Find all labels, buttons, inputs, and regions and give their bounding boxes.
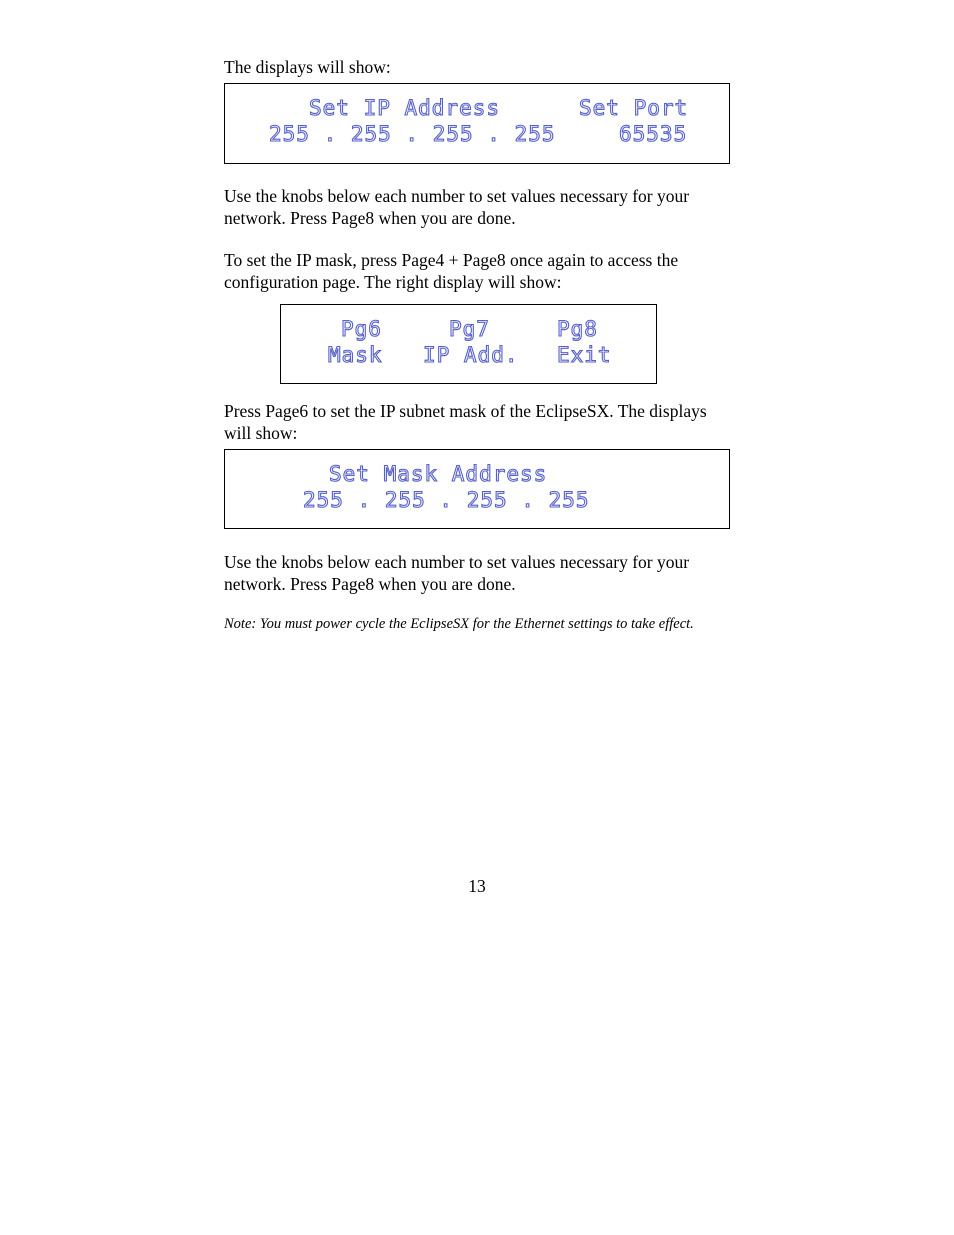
display-ip-title: Set IP Address bbox=[309, 96, 501, 120]
paragraph-knobs-mask: Use the knobs below each number to set values necessary for your network. Press Page8 when you are done. bbox=[224, 552, 690, 594]
display-mask-label: Mask bbox=[328, 343, 383, 367]
display-port-title: Set Port bbox=[579, 96, 689, 120]
display-ip-value: 255 . 255 . 255 . 255 bbox=[269, 122, 556, 146]
display-ip-port bbox=[224, 83, 730, 164]
paragraph-knobs-ip: Use the knobs below each number to set values necessary for your network. Press Page8 when you are done. bbox=[224, 186, 690, 228]
paragraph-press-page6: Press Page6 to set the IP subnet mask of the EclipseSX. The displays will show: bbox=[224, 401, 707, 443]
display-pg7-label: Pg7 bbox=[449, 317, 490, 341]
display-config-page bbox=[280, 304, 657, 384]
paragraph-set-mask: To set the IP mask, press Page4 + Page8 once again to access the configuration page. The right display will show: bbox=[224, 250, 679, 292]
note-power-cycle: Note: You must power cycle the EclipseSX for the Ethernet settings to take effect. bbox=[224, 616, 694, 632]
display-pg8-label: Pg8 bbox=[557, 317, 598, 341]
display-mask-title: Set Mask Address bbox=[329, 462, 548, 486]
display-exit-label: Exit bbox=[557, 343, 612, 367]
intro-text: The displays will show: bbox=[224, 57, 391, 77]
display-ip-add-label: IP Add. bbox=[423, 343, 519, 367]
display-mask bbox=[224, 449, 730, 529]
display-mask-value: 255 . 255 . 255 . 255 bbox=[303, 488, 590, 512]
display-pg6-label: Pg6 bbox=[341, 317, 382, 341]
display-port-value: 65535 bbox=[619, 122, 688, 146]
page-number: 13 bbox=[468, 876, 486, 896]
